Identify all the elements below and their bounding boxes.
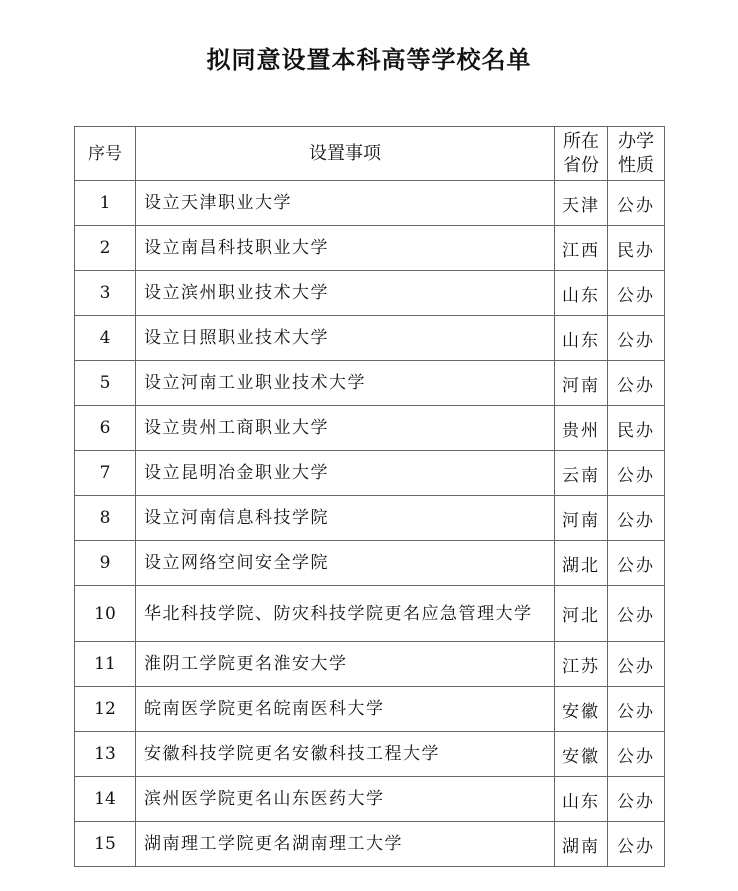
table-row <box>75 451 665 496</box>
header-nature-line2: 性质 <box>618 154 654 176</box>
row-nature: 公办 <box>608 642 665 687</box>
row-nature: 民办 <box>608 226 665 271</box>
row-item: 设立贵州工商职业大学 <box>136 406 555 451</box>
header-province <box>555 127 608 181</box>
row-nature: 公办 <box>608 271 665 316</box>
header-nature <box>608 127 665 181</box>
row-index: 13 <box>75 732 136 777</box>
row-item: 湖南理工学院更名湖南理工大学 <box>136 822 555 867</box>
row-item: 设立昆明冶金职业大学 <box>136 451 555 496</box>
row-province: 安徽 <box>555 687 608 732</box>
row-item: 设立日照职业技术大学 <box>136 316 555 361</box>
table-row <box>75 642 665 687</box>
row-index: 9 <box>75 541 136 586</box>
row-province: 安徽 <box>555 732 608 777</box>
row-index: 3 <box>75 271 136 316</box>
row-index: 2 <box>75 226 136 271</box>
row-nature: 公办 <box>608 316 665 361</box>
row-item: 设立河南工业职业技术大学 <box>136 361 555 406</box>
table-row <box>75 316 665 361</box>
row-province: 贵州 <box>555 406 608 451</box>
row-nature: 公办 <box>608 777 665 822</box>
row-nature: 公办 <box>608 732 665 777</box>
row-item: 淮阴工学院更名淮安大学 <box>136 642 555 687</box>
row-province: 山东 <box>555 777 608 822</box>
row-item: 安徽科技学院更名安徽科技工程大学 <box>136 732 555 777</box>
row-index: 7 <box>75 451 136 496</box>
row-index: 6 <box>75 406 136 451</box>
row-nature: 公办 <box>608 361 665 406</box>
table-row <box>75 586 665 642</box>
row-nature: 民办 <box>608 406 665 451</box>
row-nature: 公办 <box>608 822 665 867</box>
row-index: 4 <box>75 316 136 361</box>
row-item: 皖南医学院更名皖南医科大学 <box>136 687 555 732</box>
header-index: 序号 <box>75 127 136 181</box>
table-row <box>75 732 665 777</box>
table-row <box>75 181 665 226</box>
row-province: 湖南 <box>555 822 608 867</box>
header-nature-line1: 办学 <box>618 130 654 152</box>
row-item: 设立滨州职业技术大学 <box>136 271 555 316</box>
row-province: 江苏 <box>555 642 608 687</box>
row-index: 12 <box>75 687 136 732</box>
table-row <box>75 541 665 586</box>
row-index: 8 <box>75 496 136 541</box>
row-nature: 公办 <box>608 496 665 541</box>
row-province: 河北 <box>555 586 608 642</box>
row-item: 华北科技学院、防灾科技学院更名应急管理大学 <box>136 586 555 642</box>
row-item: 滨州医学院更名山东医药大学 <box>136 777 555 822</box>
row-nature: 公办 <box>608 451 665 496</box>
table-row <box>75 271 665 316</box>
row-province: 山东 <box>555 316 608 361</box>
table-row <box>75 822 665 867</box>
schools-table <box>74 126 665 867</box>
header-province-line2: 省份 <box>563 154 599 176</box>
row-index: 5 <box>75 361 136 406</box>
table-row <box>75 406 665 451</box>
row-item: 设立网络空间安全学院 <box>136 541 555 586</box>
row-province: 河南 <box>555 361 608 406</box>
row-province: 河南 <box>555 496 608 541</box>
row-item: 设立天津职业大学 <box>136 181 555 226</box>
row-index: 14 <box>75 777 136 822</box>
row-province: 山东 <box>555 271 608 316</box>
row-index: 10 <box>75 586 136 642</box>
table-header-row <box>75 127 665 181</box>
table-row <box>75 496 665 541</box>
table-row <box>75 226 665 271</box>
table-row <box>75 361 665 406</box>
row-nature: 公办 <box>608 687 665 732</box>
row-nature: 公办 <box>608 541 665 586</box>
row-province: 云南 <box>555 451 608 496</box>
row-province: 天津 <box>555 181 608 226</box>
header-item: 设置事项 <box>136 127 555 181</box>
row-index: 15 <box>75 822 136 867</box>
table-row <box>75 687 665 732</box>
row-nature: 公办 <box>608 181 665 226</box>
table-row <box>75 777 665 822</box>
row-province: 湖北 <box>555 541 608 586</box>
row-index: 11 <box>75 642 136 687</box>
row-nature: 公办 <box>608 586 665 642</box>
row-index: 1 <box>75 181 136 226</box>
document-title: 拟同意设置本科高等学校名单 <box>206 46 532 74</box>
row-item: 设立河南信息科技学院 <box>136 496 555 541</box>
row-province: 江西 <box>555 226 608 271</box>
row-item: 设立南昌科技职业大学 <box>136 226 555 271</box>
header-province-line1: 所在 <box>563 130 599 152</box>
